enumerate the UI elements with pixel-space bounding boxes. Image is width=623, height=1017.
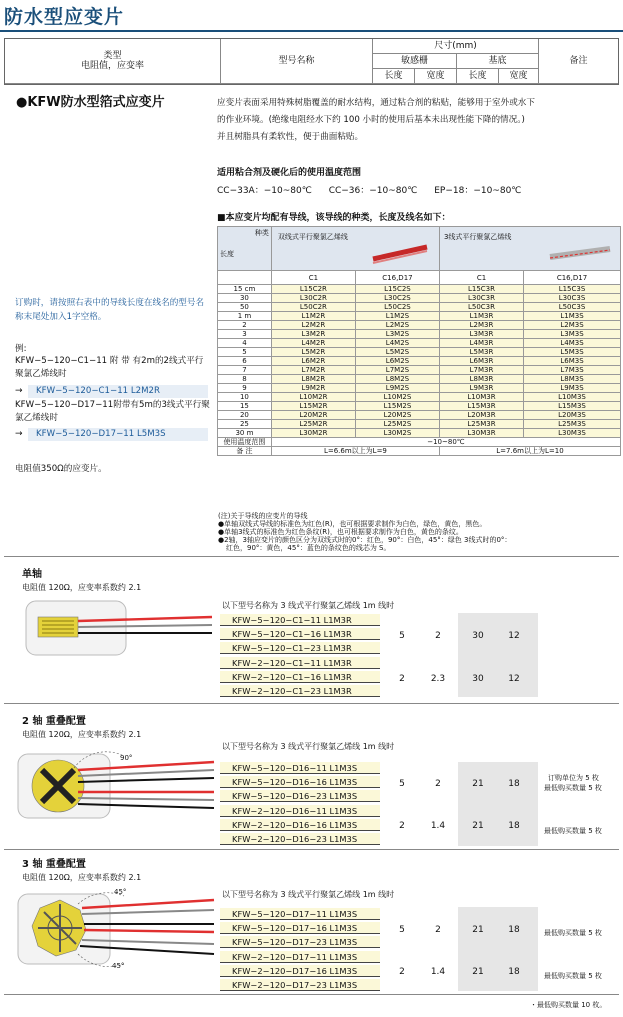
lead-rows [218, 285, 621, 438]
model-row: KFW−5−120−D17−16 L1M3S [220, 922, 380, 934]
model-row: KFW−5−120−D16−11 L1M3S [220, 762, 380, 774]
model-row: KFW−5−120−C1−23 L1M3R [220, 642, 380, 654]
model-row: KFW−5−120−D16−23 L1M3S [220, 790, 380, 802]
lead-row [218, 339, 621, 348]
lead-length-cell: 20 [218, 411, 272, 420]
temp-range-list: CC−33A：−10~80℃ CC−36：−10~80℃ EP−18：−10~80℃ [217, 186, 522, 196]
lead-code-cell: L7M2S [355, 366, 439, 375]
lead-code-cell: L20M2R [271, 411, 355, 420]
lead-code-cell: L8M3S [524, 375, 621, 384]
lead-length-cell: 30 m [218, 429, 272, 438]
bi-note-1a: 订购单位为 5 枚 [548, 774, 599, 782]
model-row: KFW−2−120−D16−16 L1M3S [220, 819, 380, 831]
lead-row [218, 411, 621, 420]
temp-row-label: 使用温度范围 [218, 438, 272, 447]
tri-note-1: 最低购买数量 5 枚 [544, 929, 602, 937]
biaxial-title: 2 轴 重叠配置 [22, 716, 86, 727]
example-label: 例: [15, 344, 27, 354]
lead-code-cell: L15C3R [439, 285, 523, 294]
lead-code-cell: L1M3R [439, 312, 523, 321]
triaxial-intro: 以下型号名称为 3 线式平行聚氯乙烯线 1m 线时 [222, 890, 395, 899]
lead-row [218, 303, 621, 312]
three-wire-icon [548, 243, 614, 265]
c16-3wire-head: C16,D17 [524, 271, 621, 285]
lead-code-cell: L30C2S [355, 294, 439, 303]
title-rule [0, 30, 623, 32]
example-1-arrow: → [15, 386, 23, 396]
lead-code-cell: L15M3R [439, 402, 523, 411]
model-row: KFW−5−120−D17−23 L1M3S [220, 936, 380, 948]
lead-length-cell: 10 [218, 393, 272, 402]
model-header-cell: 型号名称 [221, 39, 373, 84]
lead-length-cell: 50 [218, 303, 272, 312]
bi-g1-base-len: 21 [472, 779, 484, 789]
lead-length-cell: 15 [218, 402, 272, 411]
example-1-code: KFW−5−120−C1−11 L2M2R [28, 385, 208, 398]
model-row: KFW−5−120−D17−11 L1M3S [220, 908, 380, 920]
tri-g2-base-len: 21 [472, 967, 484, 977]
lead-code-cell: L25M2R [271, 420, 355, 429]
lead-code-cell: L1M2S [355, 312, 439, 321]
lead-code-cell: L15C2S [355, 285, 439, 294]
lead-code-cell: L50C2S [355, 303, 439, 312]
type2-cell: 双线式平行聚氯乙烯线 [271, 227, 439, 271]
bi-g2-base-len: 21 [472, 821, 484, 831]
lead-code-cell: L30M3S [524, 429, 621, 438]
lead-code-cell: L9M2R [271, 384, 355, 393]
lead-code-cell: L1M2R [271, 312, 355, 321]
lead-length-cell: 30 [218, 294, 272, 303]
lead-code-cell: L10M3S [524, 393, 621, 402]
triaxial-spec: 电阻值 120Ω，应变率系数约 2.1 [22, 873, 142, 882]
lead-length-cell: 25 [218, 420, 272, 429]
lead-row [218, 294, 621, 303]
lead-row [218, 402, 621, 411]
lead-code-cell: L6M2R [271, 357, 355, 366]
triaxial-angle-label-1: 45° [114, 888, 127, 896]
note-header-cell: 备注 [539, 39, 618, 84]
lead-row [218, 384, 621, 393]
lead-code-cell: L8M2R [271, 375, 355, 384]
type-header-cell: 类型 电阻值，应变率 [5, 39, 221, 84]
lead-code-cell: L9M3R [439, 384, 523, 393]
bi-g1-grid-len: 5 [399, 779, 405, 789]
example-2-code: KFW−5−120−D17−11 L5M3S [28, 428, 208, 441]
lead-code-cell: L25M3R [439, 420, 523, 429]
remark-row-label: 备 注 [218, 447, 272, 456]
lead-code-cell: L4M2S [355, 339, 439, 348]
lead-code-cell: L30M2R [271, 429, 355, 438]
lead-row [218, 357, 621, 366]
uni-g2-grid-len: 2 [399, 674, 405, 684]
lead-row [218, 330, 621, 339]
model-row: KFW−2−120−C1−16 L1M3R [220, 671, 380, 683]
lead-code-cell: L2M2S [355, 321, 439, 330]
biaxial-gauge-image [16, 748, 216, 824]
lead-code-cell: L3M3R [439, 330, 523, 339]
uni-g1-base-len: 30 [472, 631, 484, 641]
remark-row-2wire: L=6.6m以上为L=9 [271, 447, 439, 456]
lead-row [218, 420, 621, 429]
lead-row [218, 312, 621, 321]
temp-range-title: 适用粘合剂及硬化后的使用温度范围 [217, 168, 362, 178]
uni-g1-grid-wid: 2 [435, 631, 441, 641]
tri-g1-base-len: 21 [472, 925, 484, 935]
uni-g1-base-wid: 12 [508, 631, 520, 641]
biaxial-spec: 电阻值 120Ω，应变率系数约 2.1 [22, 730, 142, 739]
lead-code-cell: L4M2R [271, 339, 355, 348]
footer-note: ・最低购买数量 10 枚。 [530, 1001, 607, 1009]
lead-code-cell: L5M3R [439, 348, 523, 357]
size-header-cell: 尺寸(mm) [373, 39, 539, 54]
triaxial-gauge-drawing [16, 884, 216, 974]
base-length-cell: 长度 [457, 69, 499, 84]
model-row: KFW−5−120−C1−11 L1M3R [220, 614, 380, 626]
model-row: KFW−2−120−D16−11 L1M3S [220, 805, 380, 817]
resist-note: 电阻值350Ω的应变片。 [15, 464, 107, 474]
two-wire-icon [371, 243, 431, 265]
lead-code-cell: L2M3S [524, 321, 621, 330]
lead-length-cell: 15 cm [218, 285, 272, 294]
grid-width-cell: 宽度 [415, 69, 457, 84]
lead-length-cell: 6 [218, 357, 272, 366]
uniaxial-gauge-image [24, 597, 214, 659]
kind-length-cell: 种类 长度 [218, 227, 272, 271]
c16-2wire-head: C16,D17 [355, 271, 439, 285]
bi-note-1b: 最低购买数量 5 枚 [544, 784, 602, 792]
model-row: KFW−2−120−D17−16 L1M3S [220, 965, 380, 977]
lead-length-cell: 4 [218, 339, 272, 348]
lead-code-cell: L30M2S [355, 429, 439, 438]
biaxial-gauge-drawing [16, 748, 216, 824]
uni-g2-base-wid: 12 [508, 674, 520, 684]
lead-row [218, 348, 621, 357]
uniaxial-gauge-drawing [24, 597, 214, 659]
bi-g1-base-wid: 18 [508, 779, 520, 789]
lead-code-cell: L5M2S [355, 348, 439, 357]
tri-g2-grid-len: 2 [399, 967, 405, 977]
grid-header-cell: 敏感栅 [373, 54, 457, 69]
example-1-text: KFW−5−120−C1−11 附 带 有2m的2线式平行聚氯乙烯线时 [15, 356, 204, 379]
model-row: KFW−5−120−D16−16 L1M3S [220, 776, 380, 788]
lead-code-cell: L8M2S [355, 375, 439, 384]
lead-code-cell: L30C3R [439, 294, 523, 303]
temp-row-value: −10~80℃ [271, 438, 620, 447]
uni-g1-grid-len: 5 [399, 631, 405, 641]
base-width-cell: 宽度 [499, 69, 539, 84]
lead-code-cell: L50C3R [439, 303, 523, 312]
c1-2wire-head: C1 [271, 271, 355, 285]
lead-length-cell: 9 [218, 384, 272, 393]
lead-code-cell: L7M3R [439, 366, 523, 375]
lead-code-cell: L15M2S [355, 402, 439, 411]
triaxial-gauge-image [16, 884, 216, 974]
c1-3wire-head: C1 [439, 271, 523, 285]
tri-g2-base-wid: 18 [508, 967, 520, 977]
lead-row [218, 285, 621, 294]
type3-cell: 3线式平行聚氯乙烯线 [439, 227, 620, 271]
kfw-description: 应变片表面采用特殊树脂覆盖的耐水结构，通过粘合剂的粘贴，能够用于室外或水下 的作业环境。(绝缘电阻经水下约 100 小时的使用后基本未出现性能下降的情况。) 并且树脂具有柔软性，便于曲面粘贴。 [217, 98, 535, 142]
lead-code-cell: L20M3S [524, 411, 621, 420]
example-2-arrow: → [15, 429, 23, 439]
grid-length-cell: 长度 [373, 69, 415, 84]
bi-g2-grid-wid: 1.4 [430, 821, 446, 831]
lead-length-cell: 2 [218, 321, 272, 330]
lead-code-cell: L50C2R [271, 303, 355, 312]
lead-code-cell: L2M3R [439, 321, 523, 330]
biaxial-intro: 以下型号名称为 3 线式平行聚氯乙烯线 1m 线时 [222, 742, 395, 751]
tri-g2-grid-wid: 1.4 [430, 967, 446, 977]
model-row: KFW−2−120−D17−23 L1M3S [220, 979, 380, 991]
uniaxial-intro: 以下型号名称为 3 线式平行聚氯乙烯线 1m 线时 [222, 601, 395, 610]
lead-code-cell: L6M2S [355, 357, 439, 366]
lead-code-cell: L15M2R [271, 402, 355, 411]
lead-code-cell: L15C2R [271, 285, 355, 294]
bi-g2-base-wid: 18 [508, 821, 520, 831]
triaxial-angle-label-2: 45° [112, 962, 125, 970]
lead-code-cell: L3M3S [524, 330, 621, 339]
model-row: KFW−2−120−D17−11 L1M3S [220, 951, 380, 963]
bi-note-2: 最低购买数量 5 枚 [544, 827, 602, 835]
lead-code-cell: L9M2S [355, 384, 439, 393]
lead-code-cell: L7M2R [271, 366, 355, 375]
uniaxial-title: 单轴 [22, 569, 42, 580]
model-row: KFW−2−120−D16−23 L1M3S [220, 833, 380, 845]
lead-notes: (注)关于导线的应变片的导线 ●单轴双线式导线的标准色为红色(R)，也可根据要求制作为白色，绿色，黄色，黑色。 ●单轴3线式的标准色为红色条纹(R)，也可根据要求制作为白色，黄色的条纹。 ●2轴，3轴应变片的颜色区分为双线式时的0°：红色，90°：白色，45°：绿色 3线式时的0°： 红色，90°：黄色，45°：蓝色的条纹色的线芯为 S。 [218, 512, 512, 552]
lead-code-cell: L5M2R [271, 348, 355, 357]
lead-code-cell: L50C3S [524, 303, 621, 312]
lead-code-cell: L20M2S [355, 411, 439, 420]
lead-length-cell: 7 [218, 366, 272, 375]
bi-g2-grid-len: 2 [399, 821, 405, 831]
page-title: 防水型应变片 [4, 6, 125, 28]
lead-length-cell: 5 [218, 348, 272, 357]
lead-row [218, 321, 621, 330]
lead-code-cell: L3M2R [271, 330, 355, 339]
lead-code-cell: L4M3R [439, 339, 523, 348]
lead-code-cell: L15M3S [524, 402, 621, 411]
lead-code-cell: L20M3R [439, 411, 523, 420]
lead-code-cell: L30C2R [271, 294, 355, 303]
kfw-heading: ●KFW防水型箔式应变片 [16, 95, 165, 110]
lead-code-cell: L25M2S [355, 420, 439, 429]
lead-code-cell: L9M3S [524, 384, 621, 393]
lead-code-cell: L2M2R [271, 321, 355, 330]
lead-code-cell: L25M3S [524, 420, 621, 429]
lead-code-cell: L1M3S [524, 312, 621, 321]
lead-code-cell: L10M3R [439, 393, 523, 402]
uniaxial-spec: 电阻值 120Ω，应变率系数约 2.1 [22, 583, 142, 592]
lead-row [218, 429, 621, 438]
lead-code-cell: L3M2S [355, 330, 439, 339]
lead-code-cell: L30M3R [439, 429, 523, 438]
model-row: KFW−2−120−C1−11 L1M3R [220, 657, 380, 669]
lead-row [218, 366, 621, 375]
tri-g1-grid-len: 5 [399, 925, 405, 935]
lead-wire-table [217, 226, 621, 456]
lead-code-cell: L8M3R [439, 375, 523, 384]
tri-note-2: 最低购买数量 5 枚 [544, 972, 602, 980]
example-2-text: KFW−5−120−D17−11附带有5m的3线式平行聚氯乙烯线时 [15, 400, 210, 423]
lead-code-cell: L10M2R [271, 393, 355, 402]
lead-length-cell: 1 m [218, 312, 272, 321]
uni-g2-base-len: 30 [472, 674, 484, 684]
lead-length-cell: 8 [218, 375, 272, 384]
lead-code-cell: L10M2S [355, 393, 439, 402]
uni-g2-grid-wid: 2.3 [430, 674, 446, 684]
triaxial-title: 3 轴 重叠配置 [22, 859, 86, 870]
spec-table-header [4, 38, 619, 85]
tri-g1-base-wid: 18 [508, 925, 520, 935]
model-row: KFW−5−120−C1−16 L1M3R [220, 628, 380, 640]
tri-g1-grid-wid: 2 [435, 925, 441, 935]
lead-code-cell: L5M3S [524, 348, 621, 357]
lead-length-cell: 3 [218, 330, 272, 339]
remark-row-3wire: L=7.6m以上为L=10 [439, 447, 620, 456]
model-row: KFW−2−120−C1−23 L1M3R [220, 685, 380, 697]
base-header-cell: 基底 [457, 54, 539, 69]
lead-code-cell: L7M3S [524, 366, 621, 375]
biaxial-angle-label: 90° [120, 754, 133, 762]
lead-row [218, 375, 621, 384]
lead-table-title: ■本应变片均配有导线，该导线的种类，长度及线名如下： [217, 213, 451, 223]
lead-code-cell: L6M3R [439, 357, 523, 366]
order-note: 订购时，请按照右表中的导线长度在线名的型号名称末尾处加入1字空格。 [15, 298, 205, 322]
lead-row [218, 393, 621, 402]
lead-code-cell: L6M3S [524, 357, 621, 366]
lead-code-cell: L30C3S [524, 294, 621, 303]
lead-code-cell: L4M3S [524, 339, 621, 348]
lead-code-cell: L15C3S [524, 285, 621, 294]
bi-g1-grid-wid: 2 [435, 779, 441, 789]
